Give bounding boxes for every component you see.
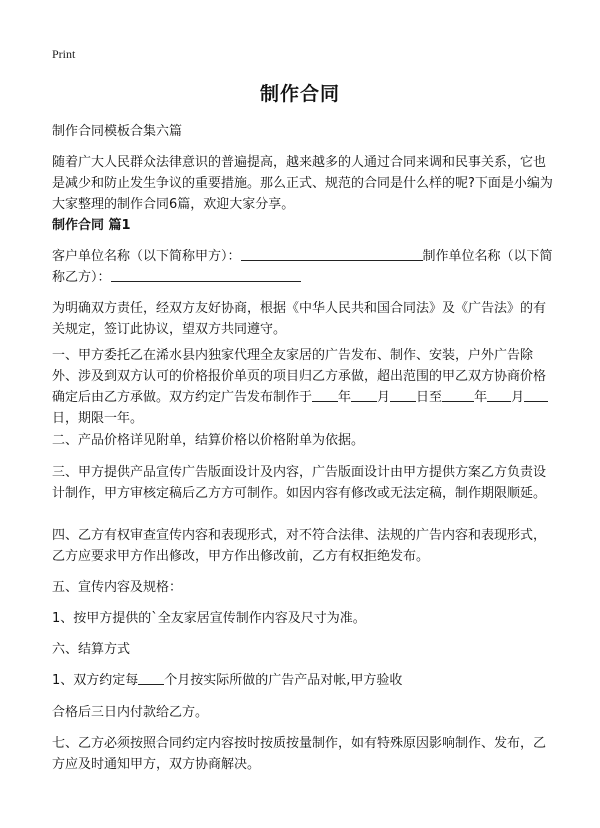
party-client-blank[interactable] xyxy=(241,246,423,261)
party-client-label: 客户单位名称（以下简称甲方）： xyxy=(52,249,241,264)
start-day-blank[interactable] xyxy=(390,387,416,402)
start-month-blank[interactable] xyxy=(351,387,377,402)
year-label: 年 xyxy=(338,390,352,405)
intro-paragraph: 随着广大人民群众法律意识的普遍提高，越来越多的人通过合同来调和民事关系，它也是减少和防止发生争议的重要措施。那么正式、规范的合同是什么样的呢?下面是小编为大家整理的制作合同6篇，欢迎大家分享。 xyxy=(52,155,553,212)
day-to-label: 日至 xyxy=(416,390,443,405)
section-heading: 制作合同 篇1 xyxy=(52,218,131,233)
months-blank[interactable] xyxy=(138,670,164,685)
end-day-blank[interactable] xyxy=(524,387,548,402)
print-link[interactable]: Print xyxy=(52,47,76,61)
day-end-label: 日，期限一年。 xyxy=(52,411,144,426)
clause-2: 二、产品价格详见附单，结算价格以价格附单为依据。 xyxy=(52,433,365,448)
clause-5-item-1: 1、按甲方提供的`全友家居宣传制作内容及尺寸为准。 xyxy=(52,611,366,626)
clause-6-item-1 xyxy=(52,670,554,691)
clause-1 xyxy=(52,345,554,429)
doc-subtitle: 制作合同模板合集六篇 xyxy=(52,124,183,139)
purpose-paragraph: 为明确双方责任，经双方友好协商，根据《中华人民共和国合同法》及《广告法》的有关规定，签订此协议，望双方共同遵守。 xyxy=(52,301,547,337)
clause-6-item-1-b: 个月按实际所做的广告产品对帐,甲方验收 xyxy=(164,673,403,688)
parties-paragraph xyxy=(52,246,554,288)
party-maker-label: 制作单位名称（以下简称乙方）： xyxy=(52,249,553,285)
end-month-blank[interactable] xyxy=(487,387,511,402)
year-label-2: 年 xyxy=(474,390,488,405)
end-year-blank[interactable] xyxy=(442,387,474,402)
month-label: 月 xyxy=(377,390,391,405)
start-year-blank[interactable] xyxy=(312,387,338,402)
clause-3: 三、甲方提供产品宣传广告版面设计及内容，广告版面设计由甲方提供方案乙方负责设计制作，甲方审核定稿后乙方方可制作。如因内容有修改或无法定稿，制作期限顺延。 xyxy=(52,465,547,501)
clause-6-item-1-a: 1、双方约定每 xyxy=(52,673,139,688)
clause-5-heading: 五、宣传内容及规格： xyxy=(52,580,183,595)
clause-7: 七、乙方必须按照合同约定内容按时按质按量制作，如有特殊原因影响制作、发布，乙方应及时通知甲方，双方协商解决。 xyxy=(52,736,547,772)
party-maker-blank[interactable] xyxy=(111,267,301,282)
clause-4: 四、乙方有权审查宣传内容和表现形式，对不符合法律、法规的广告内容和表现形式，乙方应要求甲方作出修改，甲方作出修改前，乙方有权拒绝发布。 xyxy=(52,528,547,564)
page-title: 制作合同 xyxy=(259,83,340,105)
clause-6-heading: 六、结算方式 xyxy=(52,642,131,657)
clause-6-item-1-cont: 合格后三日内付款给乙方。 xyxy=(52,705,209,720)
clause-1-text: 一、甲方委托乙在浠水县内独家代理全友家居的广告发布、制作、安装，户外广告除外、涉及到双方认可的价格报价单页的项目归乙方承做，超出范围的甲乙双方协商价格确定后由乙方承做。双方约定广告发布制作于 xyxy=(52,348,547,405)
month-label-2: 月 xyxy=(511,390,525,405)
